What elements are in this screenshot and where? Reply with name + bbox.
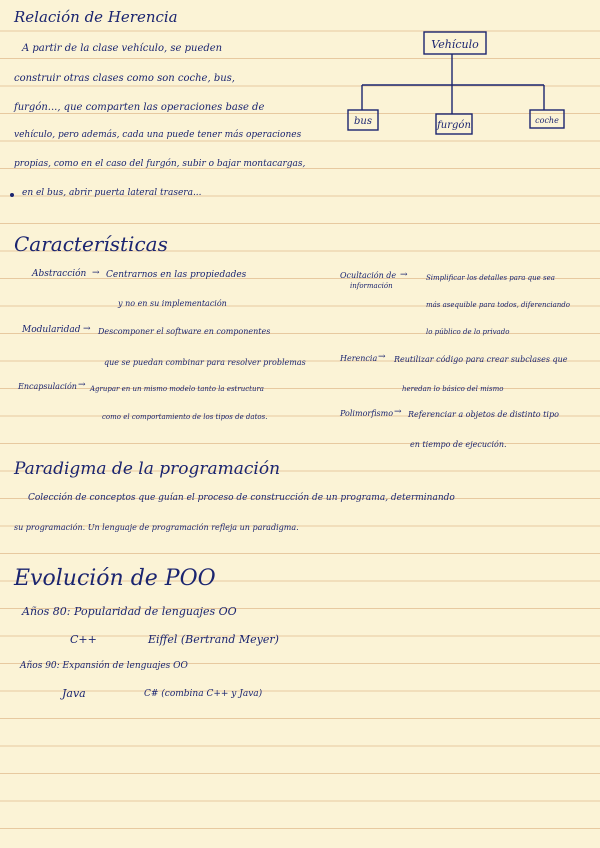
arrow: → (78, 380, 86, 390)
bullet-dot (10, 193, 14, 197)
term: Ocultación de (340, 271, 397, 280)
term: Encapsulación (18, 382, 77, 391)
language-item: Java (62, 687, 86, 700)
decade-90: Años 90: Expansión de lenguajes OO (20, 661, 188, 671)
decade-80: Años 80: Popularidad de lenguajes OO (22, 605, 237, 618)
herencia-line: vehículo, pero además, cada una puede tener más operaciones (14, 130, 302, 140)
diagram-child-label: furgón (437, 120, 471, 131)
definition: Referenciar a objetos de distinto tipo (408, 410, 559, 419)
definition: Reutilizar código para crear subclases que (394, 355, 568, 364)
herencia-line: furgón..., que comparten las operaciones base de (14, 102, 265, 113)
term: Modularidad (22, 325, 81, 335)
arrow: → (394, 407, 402, 417)
definition: Simplificar los detalles para que sea (426, 274, 555, 282)
definition: heredan lo básico del mismo (402, 385, 504, 393)
language-item: C# (combina C++ y Java) (144, 689, 263, 699)
diagram-child-label: bus (354, 116, 372, 127)
definition: en tiempo de ejecución. (410, 440, 507, 449)
herencia-title: Relación de Herencia (14, 8, 178, 26)
herencia-line: A partir de la clase vehículo, se pueden (22, 43, 223, 54)
arrow: → (83, 324, 91, 334)
diagram-child-label: coche (535, 116, 559, 125)
language-item: Eiffel (Bertrand Meyer) (148, 633, 279, 646)
arrow: → (378, 352, 386, 362)
paradigma-line: Colección de conceptos que guían el proceso de construcción de un programa, determinando (28, 493, 455, 503)
definition: más asequible para todos, diferenciando (426, 301, 571, 309)
language-item: C++ (70, 633, 97, 646)
definition: Agrupar en un mismo modelo tanto la estructura (90, 385, 264, 393)
term: Herencia (340, 354, 378, 363)
herencia-line: propias, como en el caso del furgón, subir o bajar montacargas, (14, 159, 306, 169)
arrow: → (92, 268, 100, 278)
definition: que se puedan combinar para resolver problemas (104, 358, 306, 367)
paradigma-title: Paradigma de la programación (14, 459, 281, 479)
definition: Descomponer el software en componentes (98, 327, 271, 336)
definition: lo público de lo privado (426, 328, 510, 336)
term: Polimorfismo (340, 409, 394, 418)
term: Abstracción (32, 269, 87, 279)
term: información (350, 282, 393, 290)
definition: y no en su implementación (118, 299, 227, 308)
definition: Centrarnos en las propiedades (106, 270, 247, 280)
herencia-line: construir otras clases como son coche, bus, (14, 73, 235, 84)
inheritance-diagram (330, 24, 570, 139)
paradigma-line: su programación. Un lenguaje de programación refleja un paradigma. (14, 523, 299, 532)
diagram-root-label: Vehículo (431, 38, 479, 51)
definition: como el comportamiento de los tipos de datos. (102, 413, 268, 421)
evolucion-title: Evolución de POO (14, 566, 216, 591)
caracteristicas-title: Características (14, 232, 168, 256)
herencia-line: en el bus, abrir puerta lateral trasera... (22, 188, 202, 198)
arrow: → (400, 270, 408, 280)
